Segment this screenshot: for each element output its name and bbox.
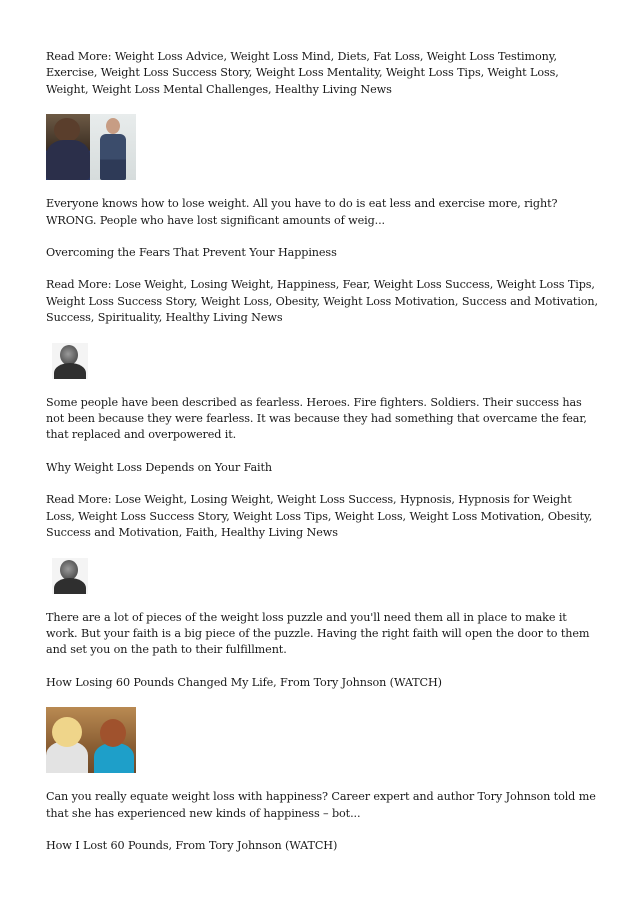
article-title-link[interactable]: Why Weight Loss Depends on Your Faith — [46, 460, 273, 474]
article-excerpt: There are a lot of pieces of the weight loss puzzle and you'll need them all in place to make it work. But your faith is a big piece of the puzzle. Having the right faith will open the door to them and set you on the path to their fulfillment. — [46, 610, 590, 657]
article-excerpt: Can you really equate weight loss with happiness? Career expert and author Tory Johnson told me that she has experienced new kinds of happiness – bot... — [46, 790, 596, 820]
read-more-tags: Read More: Weight Loss Advice, Weight Loss Mind, Diets, Fat Loss, Weight Loss Testimony, Exercise, Weight Loss Success Story, Weight Loss Mentality, Weight Loss Tips, Weight Loss, Weight, Weight Loss Mental Challenges, Healthy Living News — [46, 50, 559, 96]
article-title-link[interactable]: How Losing 60 Pounds Changed My Life, From Tory Johnson (WATCH) — [46, 675, 442, 689]
author-thumbnail[interactable] — [46, 343, 598, 379]
author-photo — [52, 343, 88, 379]
article-title-link[interactable]: Overcoming the Fears That Prevent Your Happiness — [46, 246, 337, 260]
read-more-tags: Read More: Lose Weight, Losing Weight, Happiness, Fear, Weight Loss Success, Weight Loss Tips, Weight Loss Success Story, Weight Loss, Obesity, Weight Loss Motivation, Success and Motivation, Success, Spirituality, Healthy Living News — [46, 278, 598, 325]
after-photo — [90, 114, 136, 180]
article-title-link[interactable]: How I Lost 60 Pounds, From Tory Johnson (WATCH) — [46, 838, 338, 852]
author-photo — [52, 558, 88, 594]
video-thumbnail[interactable] — [46, 707, 598, 773]
read-more-tags: Read More: Lose Weight, Losing Weight, Weight Loss Success, Hypnosis, Hypnosis for Weight Loss, Weight Loss Success Story, Weight Loss Tips, Weight Loss, Weight Loss Motivation, Obesity, Success and Motivation, Faith, Healthy Living News — [46, 493, 593, 540]
article-excerpt: Some people have been described as fearless. Heroes. Fire fighters. Soldiers. Their success has not been because they were fearless. It was because they had something that overcame the fear, that replaced and overpowered it. — [46, 395, 587, 442]
tv-interview-photo — [46, 707, 136, 773]
article-excerpt: Everyone knows how to lose weight. All you have to do is eat less and exercise more, right? WRONG. People who have lost significant amounts of weig... — [46, 197, 558, 227]
article-list — [46, 49, 598, 854]
before-after-thumbnail[interactable] — [46, 114, 598, 180]
author-thumbnail[interactable] — [46, 558, 598, 594]
before-photo — [46, 114, 90, 180]
